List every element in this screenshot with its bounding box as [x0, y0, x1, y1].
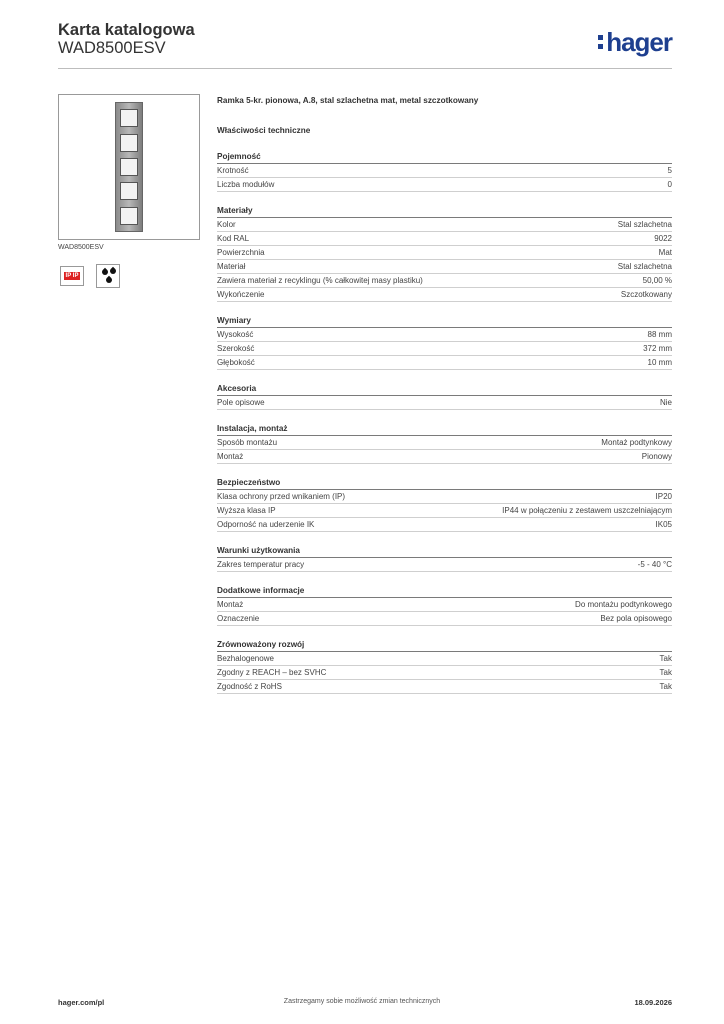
frame-opening	[120, 134, 138, 152]
properties-title: Właściwości techniczne	[217, 126, 311, 135]
section-title: Materiały	[217, 205, 672, 218]
spec-value: Mat	[658, 248, 672, 257]
spec-section	[217, 585, 672, 626]
spec-value: Do montażu podtynkowego	[575, 600, 672, 609]
spec-sections	[217, 151, 672, 694]
spec-value: IK05	[655, 520, 672, 529]
document-title: Karta katalogowa	[58, 21, 195, 39]
drop-shape	[105, 276, 113, 284]
section-title: Pojemność	[217, 151, 672, 164]
spec-row	[217, 274, 672, 288]
spec-section	[217, 151, 672, 192]
frame-opening	[120, 109, 138, 127]
spec-section	[217, 423, 672, 464]
spec-value: 50,00 %	[642, 276, 672, 285]
spec-section	[217, 205, 672, 302]
spec-label: Szerokość	[217, 344, 255, 353]
spec-row	[217, 342, 672, 356]
section-title: Dodatkowe informacje	[217, 585, 672, 598]
spec-section	[217, 315, 672, 370]
spec-label: Odporność na uderzenie IK	[217, 520, 315, 529]
product-description: Ramka 5-kr. pionowa, A.8, stal szlachetna mat, metal szczotkowany	[217, 96, 479, 105]
spec-row	[217, 436, 672, 450]
spec-label: Krotność	[217, 166, 249, 175]
spec-value: Nie	[659, 398, 672, 407]
spec-value: Montaż podtynkowy	[601, 438, 672, 447]
spec-value: 88 mm	[647, 330, 672, 339]
product-code-heading: WAD8500ESV	[58, 39, 166, 57]
spec-row	[217, 178, 672, 192]
spec-label: Montaż	[217, 452, 244, 461]
water-drops-icon	[96, 264, 120, 288]
spec-value: Tak	[659, 668, 672, 677]
footer-notice: Zastrzegamy sobie możliwość zmian technicznych	[283, 998, 441, 1005]
spec-row	[217, 328, 672, 342]
spec-label: Materiał	[217, 262, 246, 271]
spec-row	[217, 356, 672, 370]
section-title: Wymiary	[217, 315, 672, 328]
spec-value: Stal szlachetna	[617, 262, 672, 271]
hager-logo	[598, 28, 672, 56]
section-title: Warunki użytkowania	[217, 545, 672, 558]
product-image-caption: WAD8500ESV	[58, 244, 104, 251]
section-title: Akcesoria	[217, 383, 672, 396]
spec-row	[217, 396, 672, 410]
spec-label: Klasa ochrony przed wnikaniem (IP)	[217, 492, 346, 501]
spec-row	[217, 612, 672, 626]
spec-value: IP20	[655, 492, 672, 501]
spec-label: Wykończenie	[217, 290, 265, 299]
section-title: Zrównoważony rozwój	[217, 639, 672, 652]
spec-value: 372 mm	[643, 344, 672, 353]
spec-label: Sposób montażu	[217, 438, 278, 447]
frame-opening	[120, 207, 138, 225]
spec-value: 0	[667, 180, 672, 189]
spec-row	[217, 490, 672, 504]
spec-row	[217, 288, 672, 302]
spec-value: IP44 w połączeniu z zestawem uszczelniającym	[502, 506, 672, 515]
spec-value: Tak	[659, 654, 672, 663]
frame-opening	[120, 182, 138, 200]
spec-label: Zawiera materiał z recyklingu (% całkowitej masy plastiku)	[217, 276, 423, 285]
spec-value: -5 - 40 °C	[637, 560, 672, 569]
spec-label: Bezhalogenowe	[217, 654, 274, 663]
spec-row	[217, 246, 672, 260]
spec-content	[217, 94, 672, 694]
header-divider	[58, 68, 672, 69]
ip-rating-icon	[60, 266, 84, 286]
spec-row	[217, 598, 672, 612]
spec-label: Wysokość	[217, 330, 254, 339]
spec-value: 10 mm	[647, 358, 672, 367]
spec-row	[217, 666, 672, 680]
spec-row	[217, 680, 672, 694]
spec-section	[217, 639, 672, 694]
spec-row	[217, 164, 672, 178]
spec-row	[217, 518, 672, 532]
spec-section	[217, 545, 672, 572]
spec-label: Powierzchnia	[217, 248, 265, 257]
spec-section	[217, 477, 672, 532]
spec-value: Tak	[659, 682, 672, 691]
spec-label: Głębokość	[217, 358, 255, 367]
spec-value: Stal szlachetna	[617, 220, 672, 229]
spec-row	[217, 450, 672, 464]
frame-opening	[120, 158, 138, 176]
spec-label: Oznaczenie	[217, 614, 260, 623]
spec-label: Liczba modułów	[217, 180, 275, 189]
footer-date: 18.09.2026	[634, 998, 672, 1007]
spec-label: Zakres temperatur pracy	[217, 560, 305, 569]
spec-row	[217, 504, 672, 518]
spec-label: Kod RAL	[217, 234, 250, 243]
spec-row	[217, 232, 672, 246]
spec-value: Szczotkowany	[620, 290, 672, 299]
spec-label: Montaż	[217, 600, 244, 609]
spec-section	[217, 383, 672, 410]
logo-text: hager	[606, 27, 672, 57]
spec-label: Pole opisowe	[217, 398, 265, 407]
ip-icon-label: IP IP	[65, 273, 79, 279]
product-image	[58, 94, 200, 240]
logo-dots-icon	[598, 35, 604, 49]
drop-shape	[109, 267, 117, 275]
footer-website-link[interactable]: hager.com/pl	[58, 998, 105, 1007]
spec-row	[217, 652, 672, 666]
spec-label: Kolor	[217, 220, 236, 229]
spec-value: 9022	[654, 234, 672, 243]
spec-row	[217, 260, 672, 274]
spec-row	[217, 218, 672, 232]
section-title: Instalacja, montaż	[217, 423, 672, 436]
spec-value: Pionowy	[641, 452, 672, 461]
spec-row	[217, 558, 672, 572]
frame-strip	[115, 102, 143, 232]
spec-value: 5	[667, 166, 672, 175]
section-title: Bezpieczeństwo	[217, 477, 672, 490]
spec-label: Zgodność z RoHS	[217, 682, 282, 691]
spec-label: Wyższa klasa IP	[217, 506, 276, 515]
spec-label: Zgodny z REACH – bez SVHC	[217, 668, 327, 677]
spec-value: Bez pola opisowego	[600, 614, 672, 623]
